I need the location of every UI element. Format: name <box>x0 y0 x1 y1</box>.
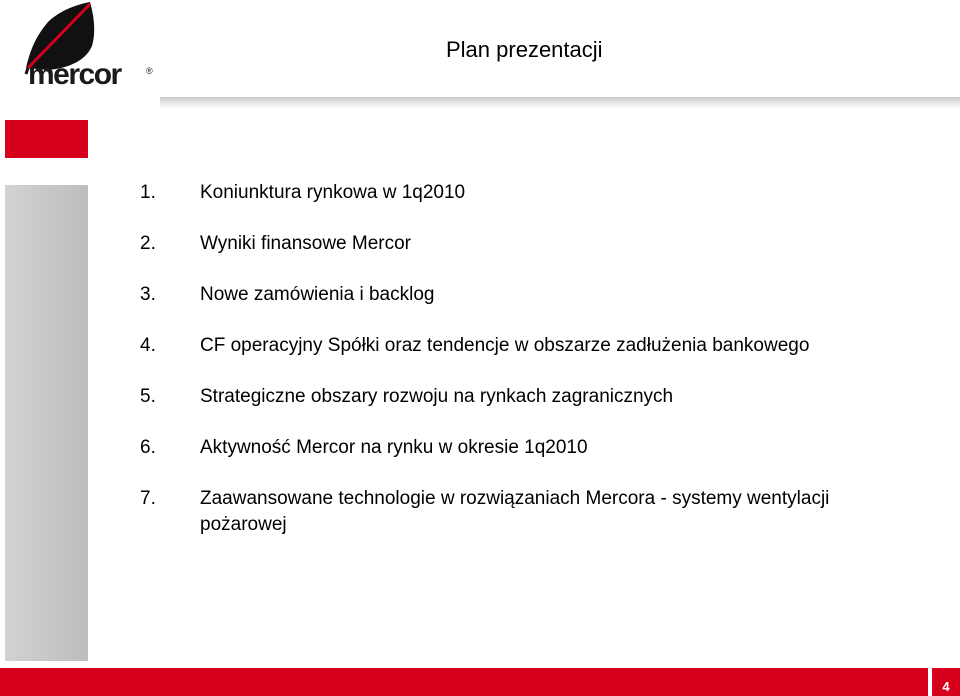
agenda-item-text: Strategiczne obszary rozwoju na rynkach zagranicznych <box>200 386 674 407</box>
mercor-logo <box>22 2 162 94</box>
agenda-item <box>140 231 940 257</box>
agenda-item <box>140 282 940 308</box>
registered-mark: ® <box>146 66 153 76</box>
agenda-item-number: 5. <box>140 386 156 407</box>
agenda-item-text: Aktywność Mercor na rynku w okresie 1q2010 <box>200 437 588 458</box>
side-bar <box>5 185 88 661</box>
page-number-box <box>930 668 960 696</box>
agenda-item-text: Zaawansowane technologie w rozwiązaniach Mercora - systemy wentylacji pożarowej <box>200 488 830 535</box>
agenda-item-text: Nowe zamówienia i backlog <box>200 284 435 305</box>
agenda-item <box>140 486 940 538</box>
accent-block <box>5 120 88 158</box>
agenda-item-number: 4. <box>140 335 156 356</box>
agenda-item-text: Wyniki finansowe Mercor <box>200 233 412 254</box>
agenda-item <box>140 180 940 206</box>
agenda-item-number: 7. <box>140 488 156 509</box>
agenda-list <box>140 180 940 538</box>
agenda-item <box>140 333 940 359</box>
slide-title: Plan prezentacji <box>446 37 603 62</box>
logo-wordmark: mercor <box>28 58 121 91</box>
agenda-item-number: 3. <box>140 284 156 305</box>
agenda-item <box>140 435 940 461</box>
agenda-item-number: 6. <box>140 437 156 458</box>
agenda-item-text: CF operacyjny Spółki oraz tendencje w obszarze zadłużenia bankowego <box>200 335 810 356</box>
header-divider <box>160 97 960 109</box>
agenda-item-number: 2. <box>140 233 156 254</box>
agenda-item <box>140 384 940 410</box>
footer-bar <box>0 668 928 696</box>
page-number: 4 <box>942 679 950 694</box>
agenda-item-text: Koniunktura rynkowa w 1q2010 <box>200 182 466 203</box>
agenda-item-number: 1. <box>140 182 156 203</box>
